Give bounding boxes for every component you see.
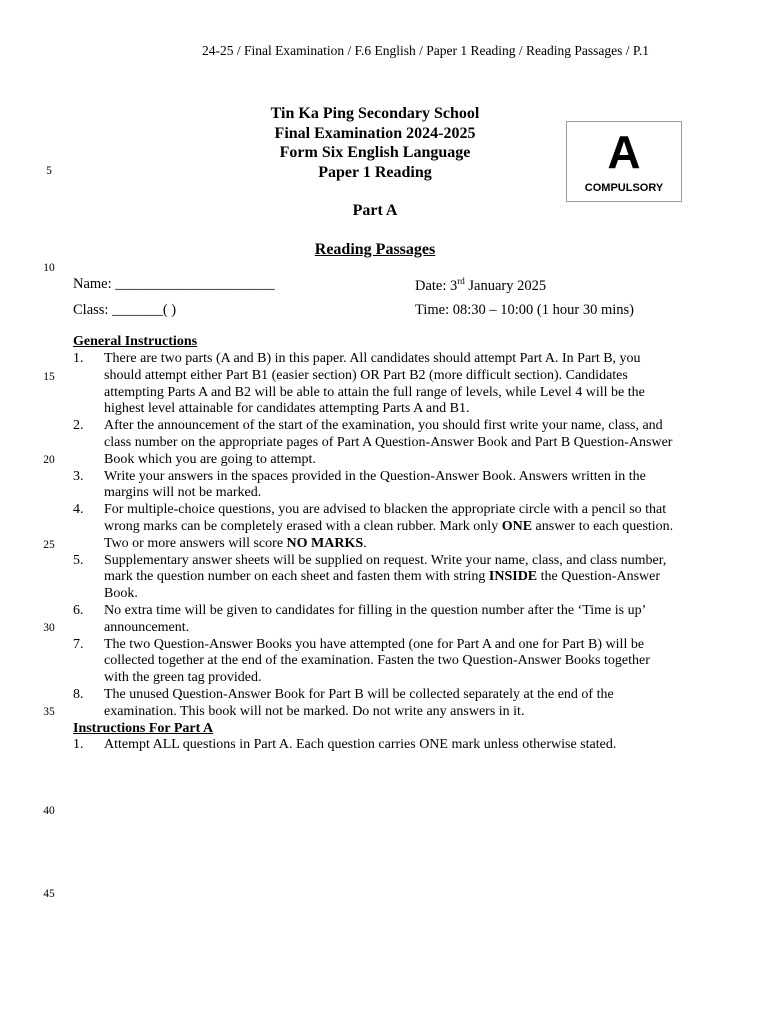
date-field [415,276,546,295]
time-field: Time: 08:30 – 10:00 (1 hour 30 mins) [415,302,634,318]
line-number: 45 [43,888,55,900]
instruction-item [73,737,678,754]
date-prefix: Date: 3 [415,277,458,294]
instruction-text: Supplementary answer sheets will be supplied on request. Write your name, class, and class number, mark the question number on each sheet and fasten them with string [104,552,667,585]
date-ordinal: rd [457,276,465,286]
instruction-item [73,637,678,687]
paper-name: Paper 1 Reading [318,163,432,181]
instruction-number: 2. [73,418,84,434]
instruction-number: 4. [73,502,84,518]
instruction-text: the Question-Answer Book. [104,569,661,602]
instruction-text: answer to each question. Two or more answers will score [104,518,674,551]
instruction-text: There are two parts (A and B) in this paper. All candidates should attempt Part A. In Part B, you should attempt either Part B1 (easier section) OR Part B2 (more difficult section). Candidates attempting Parts A and B2 will be able to attain the full range of levels, while Level 4 will be the highest level attainable for candidates attempting Parts A and B1. [104,351,645,417]
name-field: Name: ______________________ [73,276,275,292]
part-a-instructions-list [73,737,678,754]
line-number: 15 [43,371,55,383]
instruction-emphasis: ONE [501,518,533,534]
instruction-item [73,553,678,603]
part-a-instructions-heading: Instructions For Part A [73,721,214,736]
part-heading: Part A [352,202,398,219]
badge-letter: A [607,126,641,178]
class-field: Class: _______( ) [73,302,177,318]
instruction-text: The two Question-Answer Books you have attempted (one for Part A and one for Part B) will be collected together at the end of the examination. Fasten the two Question-Answer Books together with the green tag provided. [104,636,650,686]
instruction-item [73,469,678,503]
instruction-text: . [363,535,367,551]
line-number: 20 [43,454,55,466]
instruction-text: Attempt ALL questions in Part A. Each question carries ONE mark unless otherwise stated. [104,737,617,752]
instruction-item [73,687,678,721]
general-instructions-heading: General Instructions [73,334,198,349]
line-number: 40 [43,805,55,817]
reading-passages-heading: Reading Passages [314,241,436,258]
school-name: Tin Ka Ping Secondary School [270,105,480,122]
instruction-text: Write your answers in the spaces provided in the Question-Answer Book. Answers written in the margins will not be marked. [104,468,646,501]
line-number: 25 [43,539,55,551]
title-block [222,104,528,182]
instruction-text: No extra time will be given to candidates for filling in the question number after the ‘Time is up’ announcement. [104,602,646,635]
instruction-emphasis: NO MARKS [286,535,364,551]
exam-name: Final Examination 2024-2025 [274,124,476,142]
page-header: 24-25 / Final Examination / F.6 English / Paper 1 Reading / Reading Passages / P.1 [202,43,650,58]
instruction-number: 5. [73,552,84,568]
badge-label: COMPULSORY [584,182,664,194]
line-number: 30 [43,622,55,634]
instruction-text: For multiple-choice questions, you are advised to blacken the appropriate circle with a pencil so that wrong marks can be completely erased with a clean rubber. Mark only [104,502,667,534]
instruction-emphasis: INSIDE [488,569,538,585]
instruction-text: The unused Question-Answer Book for Part B will be collected separately at the end of the examination. This book will not be marked. Do not write any answers in it. [104,686,614,719]
line-number: 10 [43,262,55,274]
line-number: 5 [46,165,52,177]
instruction-number: 8. [73,686,84,702]
general-instructions-list [73,351,678,721]
instruction-text: After the announcement of the start of the examination, you should first write your name, class, and class number on the appropriate pages of Part A Question-Answer Book and Part B Question-Answer Book which you are going to attempt. [104,418,673,467]
instruction-number: 1. [73,351,84,366]
compulsory-badge [566,121,682,202]
subject-name: Form Six English Language [279,144,471,161]
instruction-number: 1. [73,737,84,752]
instruction-number: 3. [73,468,84,484]
instruction-item [73,418,678,468]
instruction-number: 7. [73,636,84,652]
line-number: 35 [43,706,55,718]
instruction-item [73,351,678,418]
date-suffix: January 2025 [464,277,547,294]
instruction-item [73,502,678,552]
instruction-item [73,603,678,637]
instruction-number: 6. [73,602,84,618]
